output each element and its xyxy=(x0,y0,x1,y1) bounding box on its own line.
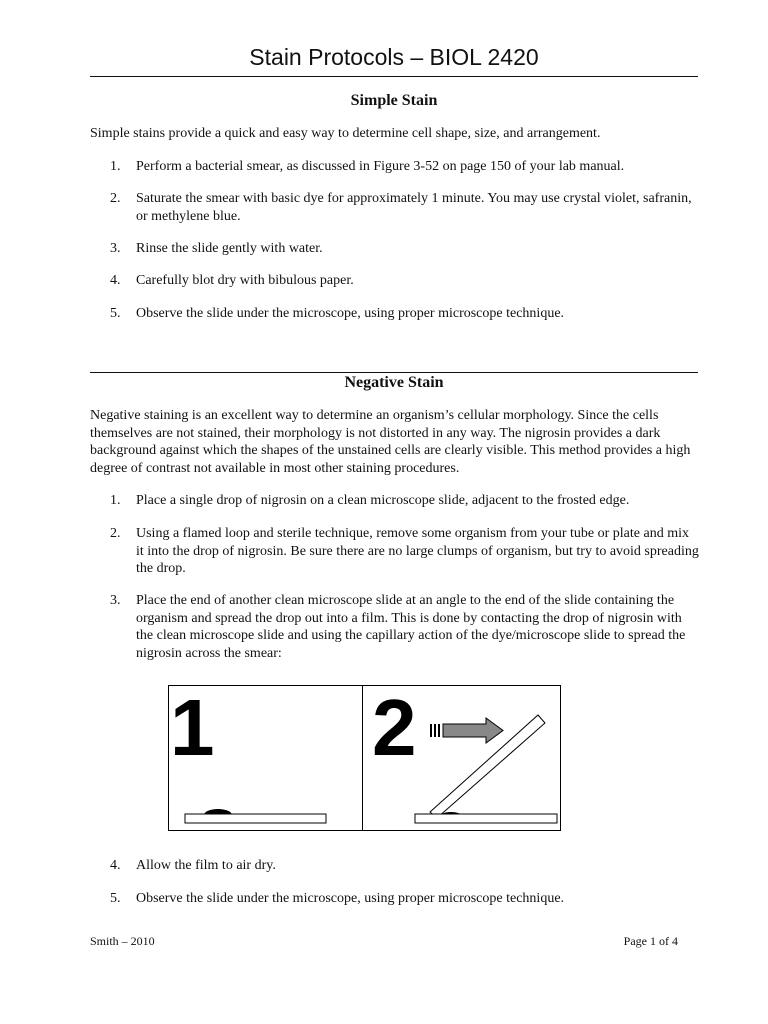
footer-author: Smith – 2010 xyxy=(90,934,155,948)
step-number: 5. xyxy=(110,891,121,906)
negative-stain-heading: Negative Stain xyxy=(344,374,444,391)
simple-stain-step xyxy=(110,305,700,323)
document-title: Stain Protocols – BIOL 2420 xyxy=(249,44,539,70)
negative-stain-step xyxy=(110,857,700,875)
simple-stain-heading: Simple Stain xyxy=(350,92,438,109)
step-number: 1. xyxy=(110,159,121,174)
step-text: Allow the film to air dry. xyxy=(136,858,276,873)
panel-2-number: 2 xyxy=(372,685,417,772)
negative-stain-intro: Negative staining is an excellent way to determine an organism’s cellular morphology. Since the cells themselves are not stained, their morphology is not distorted in any way. The nigrosin provides a dark background against which the shapes of the unstained cells are clearly visible. This method provides a high degree of contrast not available in most other staining procedures. xyxy=(90,408,691,476)
simple-stain-step xyxy=(110,158,700,176)
simple-stain-step xyxy=(110,240,700,258)
step-number: 2. xyxy=(110,526,121,541)
negative-stain-step xyxy=(110,525,700,578)
step-number: 5. xyxy=(110,306,121,321)
step-number: 3. xyxy=(110,593,121,608)
step-text: Using a flamed loop and sterile technique, remove some organism from your tube or plate and mix it into the drop of nigrosin. Be sure there are no large clumps of organism, but try to avoid spreading the drop. xyxy=(136,526,699,576)
step-text: Observe the slide under the microscope, using proper microscope technique. xyxy=(136,306,565,321)
step-text: Perform a bacterial smear, as discussed in Figure 3-52 on page 150 of your lab manual. xyxy=(136,159,625,174)
simple-stain-step xyxy=(110,272,700,290)
panel-1-number: 1 xyxy=(170,685,215,772)
negative-stain-step xyxy=(110,492,700,510)
step-text: Carefully blot dry with bibulous paper. xyxy=(136,273,354,288)
section-divider xyxy=(90,372,698,373)
step-text: Saturate the smear with basic dye for approximately 1 minute. You may use crystal violet, safranin, or methylene blue. xyxy=(136,191,692,224)
microscope-slide xyxy=(415,814,557,823)
step-number: 3. xyxy=(110,241,121,256)
step-number: 1. xyxy=(110,493,121,508)
simple-stain-step xyxy=(110,190,700,225)
step-number: 4. xyxy=(110,273,121,288)
microscope-slide xyxy=(185,814,326,823)
title-divider xyxy=(90,76,698,77)
step-text: Rinse the slide gently with water. xyxy=(136,241,323,256)
footer-page-number: Page 1 of 4 xyxy=(623,934,678,948)
negative-stain-step xyxy=(110,890,700,908)
step-text: Place a single drop of nigrosin on a clean microscope slide, adjacent to the frosted edge. xyxy=(136,493,630,508)
step-text: Place the end of another clean microscope slide at an angle to the end of the slide containing the organism and spread the drop out into a film. This is done by contacting the drop of nigrosin with the clean microscope slide and using the capillary action of the dye/microscope slide to spread the nigrosin across the smear: xyxy=(136,593,686,661)
step-number: 2. xyxy=(110,191,121,206)
step-text: Observe the slide under the microscope, using proper microscope technique. xyxy=(136,891,565,906)
slide-spreading-diagram xyxy=(168,685,561,831)
negative-stain-step xyxy=(110,592,700,662)
simple-stain-intro: Simple stains provide a quick and easy way to determine cell shape, size, and arrangement. xyxy=(90,126,601,141)
step-number: 4. xyxy=(110,858,121,873)
